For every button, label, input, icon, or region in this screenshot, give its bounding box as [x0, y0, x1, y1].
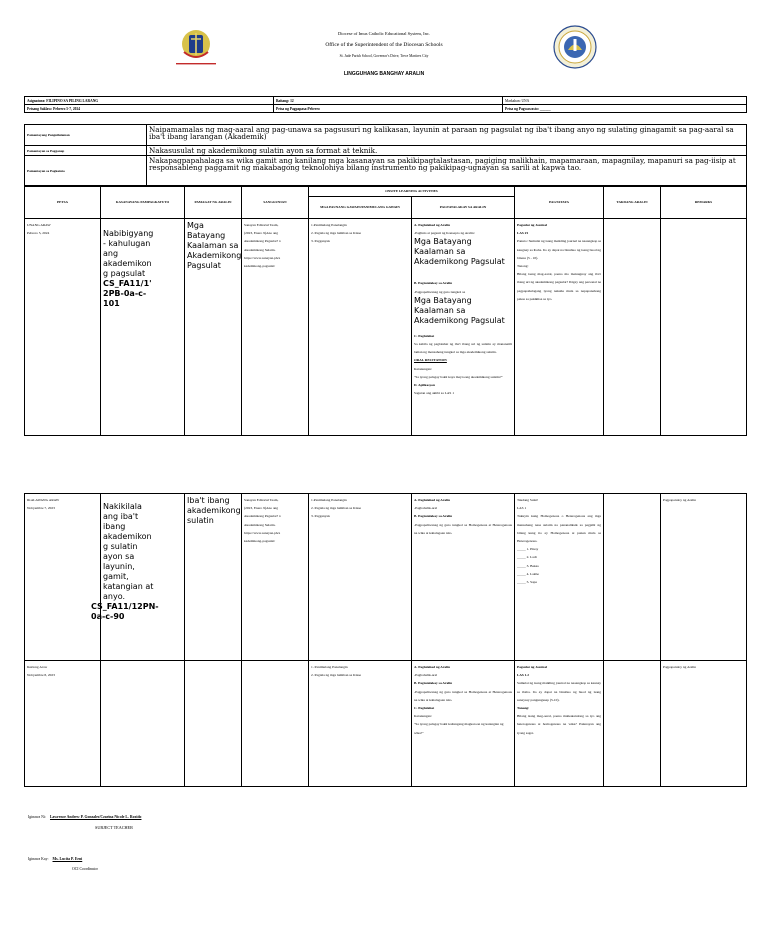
date-label: Nobyembre 8, 2023: [27, 673, 55, 678]
discussion-question: "Sa iyong palagay bakit kaya mayroong akademikong sulatin?": [414, 374, 503, 379]
topic-line: Batayang: [187, 231, 226, 240]
discussion-cell: [412, 219, 515, 436]
source-line: Akademikong Sulatin.: [244, 522, 276, 527]
evaluation-text: Sumulat ng isang maikling journal na naaangkop sa kaunay sa ibaba. Ito ay dapat na binubuo ng buod ng isang sanaysay pangungusap (5-10).: [517, 681, 601, 702]
table-row: [25, 219, 747, 436]
info-row: [25, 97, 747, 105]
competency-line: akademikon: [103, 532, 152, 541]
competency-line: ayon sa: [103, 552, 135, 561]
evaluation-text: Bilang isang mag-aaral, paano mo maiuugnay ang iba't ibang uri ng akademikong pagsulat? Ibigay ang personal na pagpapahalagang iyong nakuha mula sa napapanahong paksa sa pakikiisa sa iyo.: [517, 272, 602, 301]
discussion-question: "Sa iyong palagay bakit kailangang magkaroon ng katangian ng wika?": [414, 722, 504, 735]
sources-cell: [242, 661, 309, 787]
standard-row: [25, 125, 747, 146]
date-cell: [25, 219, 101, 436]
evaluation-cell: [515, 494, 604, 661]
discussion-text: -Pagpapaliwanag ng guro tungkol sa Homogenous at Heterogenous na wika at kahalagaan nito.: [414, 522, 512, 535]
competency-line: ang iba't: [103, 512, 139, 521]
topic-line: Iba't ibang: [187, 496, 230, 505]
competency-line: Nabibigyang: [103, 229, 154, 238]
subject-cell: Asignatura: FILIPINO SA PILING LARANG: [25, 97, 274, 105]
competency-line: g sulatin: [103, 542, 138, 551]
source-line: kademikong-pagsulat/: [244, 539, 276, 544]
discussion-heading: A. Paglalahad ng Aralin: [414, 223, 450, 227]
activity-line: 1. Panimulang Panalangin: [311, 665, 348, 669]
evaluation-item: _____ 4. Lakbe: [517, 571, 539, 576]
competency-line: ang: [103, 249, 119, 258]
topic-line: akademikong: [187, 506, 241, 515]
discussion-heading: C. Paglalahat: [414, 333, 435, 338]
source-line: Sanayan Editorial Team,: [244, 223, 279, 227]
evaluation-item: _____ 2. Ladi: [517, 555, 537, 560]
competency-line: Nakikilala: [103, 502, 142, 511]
date-cell: [25, 661, 101, 787]
competency-line: layunin,: [103, 562, 135, 571]
source-line: Akademikong Pagsulat? x: [244, 514, 281, 519]
activity-line: 2. Pagtala ng mga lumiban sa Klase: [311, 506, 362, 511]
topic-line: sulatin: [187, 516, 214, 525]
lesson-plan-table-continued: [24, 493, 747, 787]
col-paksa: PAMAGAT NG ARALIN: [185, 187, 242, 219]
col-pagtatalakay: PAGTATALAKAY SA ARALIN: [412, 197, 515, 219]
activity-line: 1.Panimulang Panalangin: [311, 223, 347, 227]
competency-line: akademikon: [103, 259, 152, 268]
standards-table: [24, 124, 747, 186]
topic-cell: [185, 494, 242, 661]
evaluation-heading: Takdang Sulat!: [517, 498, 539, 502]
school-address: St. Jude Parish School, Governor's Drive, Trece Martires City: [339, 54, 429, 58]
remarks-cell: Pagpapatuloy ng Aralin: [661, 661, 747, 787]
evaluation-heading: LAS 1.2: [517, 673, 530, 678]
competency-line: anyo.: [103, 592, 126, 601]
checked-role: OCI Coordinator: [72, 867, 98, 871]
competency-line: - kahulugan: [103, 239, 151, 248]
col-sanggunian: SANGGUNIAN: [242, 187, 309, 219]
source-line: https://www.sanayan.ph/a: [244, 530, 281, 535]
table-row: [25, 661, 747, 787]
date-label: Nobyembre 7, 2023: [27, 506, 55, 511]
discussion-cell: [412, 494, 515, 661]
discussion-topic: Mga Batayang Kaalaman sa Akademikong Pagsulat: [414, 295, 505, 325]
checked-label: Iginawa Kay:: [28, 857, 49, 861]
standard-value: Nakapagpapahalaga sa wika gamit ang kanilang mga kasanayan sa pakikipagtalastasan, pagiging malikhain, mapamaraan, mapagnilay, mapanuri sa pag-iisip at responsableng paggamit ng makabagong teknolohiya bilang instrumento ng pakikipag-ugnayan sa sarili at kapwa tao.: [147, 156, 747, 186]
info-row: [25, 105, 747, 113]
activity-line: 3. Pagganyak: [311, 239, 330, 244]
lesson-plan-table: [24, 186, 747, 436]
competency-line: CS_FA11/12PN-: [91, 602, 159, 611]
subject-info-table: [24, 96, 747, 113]
col-takdang: TAKDANG ARALIN: [604, 187, 661, 219]
submission-date-cell: Petsa ng Pagpapasa:Pebrero: [274, 105, 503, 113]
date-range-cell: Petsang Saklaw: Pebrero 5-7, 2024: [25, 105, 274, 113]
day-label: UNANG ARAW: [27, 223, 51, 227]
evaluation-item: _____ 3. Bakas: [517, 563, 539, 568]
discussion-heading: B. Pagtatalakay sa Aralin: [414, 514, 453, 519]
topic-line: Kaalaman sa: [187, 241, 239, 250]
office-name: Office of the Superintendent of the Diocesan Schools: [325, 42, 443, 48]
evaluation-cell: [515, 661, 604, 787]
discussion-heading: A. Paglalahad ng Aralin: [414, 498, 450, 502]
activity-line: 2. Pagtala ng mga lumiban sa Klase: [311, 673, 362, 678]
evaluation-cell: [515, 219, 604, 436]
checking-date-cell: Petsa ng Pagwawasto: ______: [503, 105, 747, 113]
source-line: (2023, Enero 9)Ano ang: [244, 506, 279, 511]
topic-line: Mga: [187, 221, 204, 230]
discussion-text: -Paglinis at pagsuri ng Konsepto ng Aralin:: [414, 231, 475, 236]
standard-label: Pamantayan sa Pagkatuto: [25, 156, 147, 186]
col-remarks: REMARKS: [661, 187, 747, 219]
source-line: Akademikong Pagsulat? x: [244, 239, 281, 244]
col-onsite: ONSITE LEARNING ACTIVITIES: [309, 187, 515, 197]
col-gawain: MGA PAUNANG GAWAIN/PANIMULANG GAWAIN: [309, 197, 412, 219]
competency-line: g pagsulat: [103, 269, 146, 278]
source-line: Sanayan Editorial Team,: [244, 498, 279, 502]
evaluation-heading: LAS #1: [517, 231, 529, 236]
evaluation-text: Tukuyin kung Homogenous o Heterogenous ang mga mensaheng nasa sulatin na pananaliksik sa pagpilit ng bilang kung ito ay Homogenous at punan mula sa Heterogenous.: [517, 514, 601, 544]
activities-cell: [309, 494, 412, 661]
activity-line: 2. Pagtala ng mga lumiban sa Klase: [311, 231, 362, 236]
evaluation-heading: Tanong:: [517, 706, 530, 711]
competency-line: ibang: [103, 522, 126, 531]
document-title: LINGGUHANG BANGHAY ARALIN: [343, 71, 425, 77]
remarks-cell: Pagpapatuloy ng Aralin: [661, 494, 747, 661]
evaluation-item: _____ 1. Pinoy: [517, 547, 539, 552]
evaluation-text: Panuto: Sumulat ng isang maikling journal na naaangkop sa kaugnay sa ibaba. Ito ay dapat na binubuo ng isang buod ng binasa (5 - 10).: [517, 239, 602, 260]
evaluation-item: _____ 5. Sapa: [517, 580, 537, 585]
activity-line: 1.Panimulang Panalangin: [311, 498, 347, 502]
competency-line: 0a-c-90: [91, 612, 125, 621]
evaluation-heading: Pagsulat ng Journal: [517, 665, 547, 669]
evaluation-text: Tanong:: [517, 264, 529, 269]
standard-row: [25, 146, 747, 156]
discussion-text: -Pagbabalik-aral: [414, 673, 438, 678]
grade-cell: Baitang: 12: [274, 97, 503, 105]
source-line: kademikong-pagsulat/: [244, 264, 276, 269]
competency-cell: [101, 661, 185, 787]
table-row: [25, 494, 747, 661]
standard-row: [25, 156, 747, 186]
discussion-topic: Mga Batayang Kaalaman sa Akademikong Pagsulat: [414, 237, 505, 267]
activities-cell: [309, 219, 412, 436]
topic-cell: [185, 661, 242, 787]
discussion-text: Sagutan ang akitbi sa LAS 1: [414, 391, 454, 396]
competency-line: 2PB-0a-c-: [103, 289, 147, 298]
source-line: https://www.sanayan.ph/a: [244, 255, 281, 260]
checked-name: Ms. Lucita P. Erni: [52, 857, 83, 861]
standard-value: Nakasusulat ng akademikong sulatin ayon sa format at teknik.: [147, 146, 747, 156]
col-pagtataya: PAGTATAYA: [515, 187, 604, 219]
discussion-heading: ORAL RECITATION: [414, 358, 447, 363]
sources-cell: [242, 494, 309, 661]
discussion-cell: [412, 661, 515, 787]
date-cell: [25, 494, 101, 661]
evaluation-heading: LAS 1: [517, 506, 527, 511]
competency-line: katangian at: [103, 582, 154, 591]
day-label: Ikatlong Araw: [27, 665, 48, 669]
col-petsa: PETSA: [25, 187, 101, 219]
remarks-cell: [661, 219, 747, 436]
competency-line: 101: [103, 299, 120, 308]
source-line: (2023, Enero 9)Ano ang: [244, 231, 279, 236]
discussion-heading: D. Aplikasyon: [414, 383, 436, 388]
sources-cell: [242, 219, 309, 436]
discussion-heading: B. Pagtatalakay sa Aralin: [414, 281, 453, 286]
quarter-cell: Markahan: UNA: [503, 97, 747, 105]
col-kasanayang: KASANAYANG PAMPAGKATUTO: [101, 187, 185, 219]
standard-label: Pamantayan sa Pagganap: [25, 146, 147, 156]
competency-cell: [101, 219, 185, 436]
discussion-text: -Pagpapaliwanag ng guro tungkol sa Homogenous at Heterogenous na wika at kahalagaan nito.: [414, 689, 512, 702]
discussion-heading: C. Paglalahat: [414, 706, 435, 711]
discussion-text: -Pagbabalik-aral: [414, 506, 438, 511]
topic-cell: [185, 219, 242, 436]
standard-value: Naipamamalas ng mag-aaral ang pag-unawa sa pagsusuri ng kalikasan, layunin at paraan ng pagsulat ng iba't ibang anyo ng sulating ginagamit sa pag-aaral sa iba't ibang larangan (Akademik): [147, 125, 747, 146]
competency-cell: [91, 494, 185, 661]
activities-cell: [309, 661, 412, 787]
homework-cell: [604, 661, 661, 787]
prepared-role: SUBJECT TEACHER: [95, 825, 133, 830]
day-label: IKALAWANG ARAW: [27, 498, 60, 502]
checked-by: [28, 857, 82, 861]
competency-line: CS_FA11/1': [103, 279, 152, 288]
header-row: [25, 187, 747, 197]
evaluation-heading: Pagsulat ng Journal: [517, 223, 547, 227]
diocese-name: Diocese of Imus Catholic Educational System, Inc.: [338, 31, 430, 36]
topic-line: Pagsulat: [187, 261, 221, 270]
discussion-text: -Pagpapaliwanag ng guro tungkol sa: [414, 289, 466, 294]
competency-line: gamit,: [103, 572, 129, 581]
discussion-heading: A. Paglalahad ng Aralin: [414, 665, 450, 669]
homework-cell: [604, 219, 661, 436]
evaluation-text: Bilang isang mag-aaral, paano maikakatulong sa iyo ang heterogenous at homogenous na wika? Patunayan ang iyong sagot.: [517, 714, 601, 735]
discussion-heading: B. Pagtatalakay sa Aralin: [414, 681, 453, 686]
discussion-text: Sa kabila ng paglalahat ng iba't ibang uri ng sulatin ay mananatili laman ng mensaheng tungkol sa mga akademikong sulatin.: [414, 342, 513, 355]
standard-label: Pamantayang Pangnilalaman: [25, 125, 147, 146]
discussion-text: Katanungan:: [414, 714, 432, 719]
prepared-name: Lawrence Andrew P. Gonzales/Czarina Nicole L. Roxido: [49, 815, 142, 819]
date-label: Pebrero 5, 2024: [27, 231, 50, 236]
activity-line: 3. Pagganyak: [311, 514, 330, 519]
topic-line: Akademikong: [187, 251, 242, 260]
source-line: Akademikong Sulatin.: [244, 247, 276, 252]
discussion-text: Katanungan:: [414, 366, 432, 371]
homework-cell: [604, 494, 661, 661]
prepared-by: [28, 815, 141, 819]
prepared-label: Iginawa Ni:: [28, 815, 47, 819]
